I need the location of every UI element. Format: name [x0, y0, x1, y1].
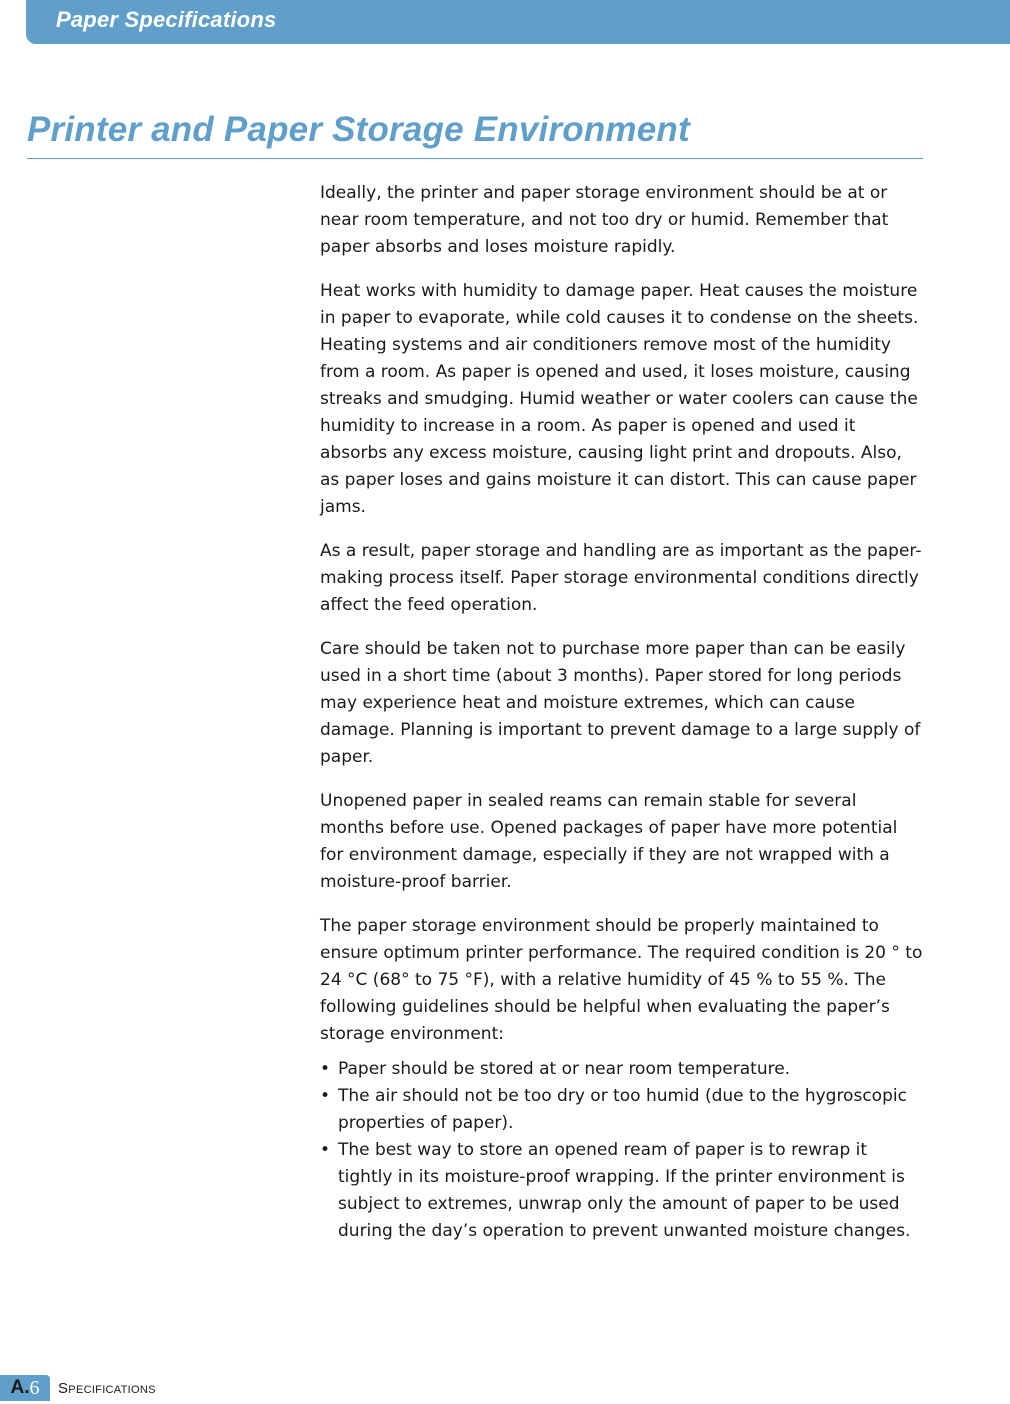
title-divider	[27, 158, 923, 159]
list-item-text: The best way to store an opened ream of paper is to rewrap it tightly in its moisture-proof wrapping. If the printer environment is subject to extremes, unwrap only the amount of paper to be used during the day’s operation to prevent unwanted moisture changes.	[338, 1140, 911, 1241]
bullet-icon: •	[320, 1059, 331, 1079]
list-item	[320, 1056, 924, 1083]
paragraph-purchase: Care should be taken not to purchase more paper than can be easily used in a short time (about 3 months). Paper stored for long periods may experience heat and moisture extremes, which can cause damage. Planning is important to prevent damage to a large supply of paper.	[320, 639, 921, 767]
section-header-title: Paper Specifications	[56, 7, 277, 32]
bullet-icon: •	[320, 1086, 331, 1106]
guideline-list	[320, 1056, 924, 1245]
page-number-prefix: A.	[10, 1377, 30, 1398]
paragraph-intro: Ideally, the printer and paper storage environment should be at or near room temperature, and not too dry or humid. Remember that paper absorbs and loses moisture rapidly.	[320, 183, 889, 257]
bullet-icon: •	[320, 1140, 331, 1160]
page-footer	[0, 1375, 156, 1401]
paragraph-heat-humidity: Heat works with humidity to damage paper. Heat causes the moisture in paper to evaporate, while cold causes it to condense on the sheets. Heating systems and air conditioners remove most of the humidity from a room. As paper is opened and used, it loses moisture, causing streaks and smudging. Humid weather or water coolers can cause the humidity to increase in a room. As paper is opened and used it absorbs any excess moisture, causing light print and dropouts. Also, as paper loses and gains moisture it can distort. This can cause paper jams.	[320, 281, 919, 517]
body-content	[320, 180, 924, 1245]
footer-section-label: Specifications	[58, 1379, 156, 1397]
list-item-text: The air should not be too dry or too humid (due to the hygroscopic properties of paper).	[338, 1086, 907, 1133]
page-number-tab	[0, 1375, 50, 1401]
list-item	[320, 1137, 924, 1245]
paragraph-conditions: The paper storage environment should be properly maintained to ensure optimum printer performance. The required condition is 20 ° to 24 °C (68° to 75 °F), with a relative humidity of 45 % to 55 %. The following guidelines should be helpful when evaluating the paper’s storage environment:	[320, 916, 923, 1044]
page-title: Printer and Paper Storage Environment	[27, 110, 690, 149]
list-item-text: Paper should be stored at or near room temperature.	[338, 1059, 791, 1079]
list-item	[320, 1083, 924, 1137]
paragraph-handling: As a result, paper storage and handling are as important as the paper-making process itself. Paper storage environmental conditions directly affect the feed operation.	[320, 541, 922, 615]
section-header-bar	[26, 0, 1010, 44]
page-number: 6	[29, 1376, 40, 1399]
paragraph-unopened: Unopened paper in sealed reams can remain stable for several months before use. Opened packages of paper have more potential for environment damage, especially if they are not wrapped with a moisture-proof barrier.	[320, 791, 898, 892]
